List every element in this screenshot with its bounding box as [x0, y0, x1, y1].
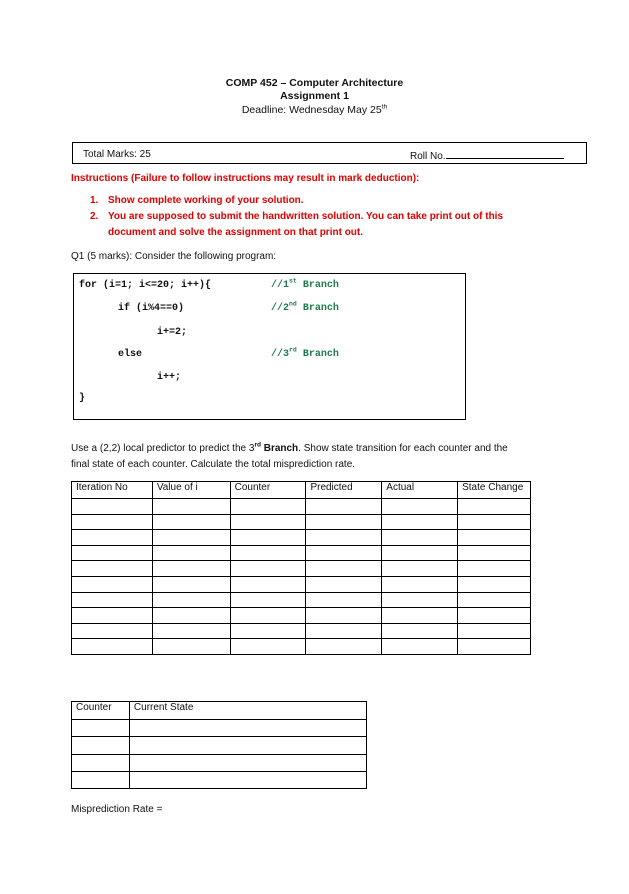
empty-cell[interactable]	[230, 623, 306, 639]
header-cell: Actual	[382, 482, 458, 499]
empty-cell[interactable]	[152, 576, 230, 592]
header-cell: Counter	[230, 482, 306, 499]
question-paragraph-1	[71, 443, 508, 454]
empty-cell[interactable]	[152, 514, 230, 530]
empty-cell[interactable]	[306, 608, 382, 624]
table-row	[72, 576, 531, 592]
table-row	[72, 545, 531, 561]
empty-cell[interactable]	[306, 576, 382, 592]
empty-cell[interactable]	[306, 561, 382, 577]
empty-cell[interactable]	[72, 639, 153, 655]
empty-cell[interactable]	[129, 754, 366, 771]
code-line: }	[79, 393, 86, 404]
empty-cell[interactable]	[152, 499, 230, 515]
empty-cell[interactable]	[152, 545, 230, 561]
table-row	[72, 499, 531, 515]
comment-sup: rd	[289, 346, 297, 354]
empty-cell[interactable]	[458, 576, 531, 592]
empty-cell[interactable]	[306, 545, 382, 561]
empty-cell[interactable]	[72, 771, 130, 788]
empty-cell[interactable]	[230, 499, 306, 515]
table-header-row	[72, 702, 367, 720]
comment-sup: st	[289, 277, 297, 285]
code-line: i+=2;	[157, 327, 188, 338]
empty-cell[interactable]	[129, 771, 366, 788]
marks-box	[72, 142, 587, 164]
deadline	[0, 104, 629, 116]
empty-cell[interactable]	[72, 608, 153, 624]
deadline-sup: th	[381, 103, 388, 111]
empty-cell[interactable]	[382, 530, 458, 546]
total-marks: Total Marks: 25	[83, 149, 151, 160]
code-comment	[271, 277, 339, 291]
empty-cell[interactable]	[306, 639, 382, 655]
empty-cell[interactable]	[306, 499, 382, 515]
empty-cell[interactable]	[230, 514, 306, 530]
header-cell: Iteration No	[72, 482, 153, 499]
empty-cell[interactable]	[72, 530, 153, 546]
question-paragraph-2: final state of each counter. Calculate the total misprediction rate.	[71, 459, 356, 470]
empty-cell[interactable]	[230, 545, 306, 561]
instruction-text: Show complete working of your solution.	[108, 195, 304, 206]
empty-cell[interactable]	[230, 576, 306, 592]
instructions-heading: Instructions (Failure to follow instructions may result in mark deduction):	[71, 173, 420, 184]
comment-post: Branch	[296, 280, 339, 291]
table-row	[72, 639, 531, 655]
instruction-text: You are supposed to submit the handwritten solution. You can take print out of this	[108, 211, 504, 222]
empty-cell[interactable]	[152, 639, 230, 655]
instruction-number: 2.	[90, 211, 99, 222]
comment-sup: nd	[289, 300, 297, 308]
code-line: if (i%4==0)	[118, 303, 185, 314]
empty-cell[interactable]	[72, 576, 153, 592]
assignment-title: Assignment 1	[280, 90, 349, 102]
question-title: Q1 (5 marks): Consider the following program:	[71, 251, 277, 262]
empty-cell[interactable]	[382, 576, 458, 592]
empty-cell[interactable]	[72, 561, 153, 577]
table-row	[72, 561, 531, 577]
empty-cell[interactable]	[306, 530, 382, 546]
empty-cell[interactable]	[458, 499, 531, 515]
code-line: else	[118, 349, 143, 360]
misprediction-rate: Misprediction Rate =	[71, 804, 163, 815]
instructions-list	[90, 195, 530, 245]
empty-cell[interactable]	[72, 737, 130, 754]
empty-cell[interactable]	[306, 592, 382, 608]
empty-cell[interactable]	[72, 754, 130, 771]
table-row	[72, 720, 367, 737]
empty-cell[interactable]	[152, 623, 230, 639]
empty-cell[interactable]	[458, 623, 531, 639]
table-row	[72, 771, 367, 788]
roll-no-field[interactable]	[446, 149, 564, 159]
para-text-post: . Show state transition for each counter and the	[298, 443, 508, 454]
empty-cell[interactable]	[230, 592, 306, 608]
empty-cell[interactable]	[306, 514, 382, 530]
empty-cell[interactable]	[152, 608, 230, 624]
code-comment	[271, 346, 339, 360]
empty-cell[interactable]	[152, 530, 230, 546]
empty-cell[interactable]	[382, 499, 458, 515]
table-header-row	[72, 482, 531, 499]
header-cell: Current State	[129, 702, 366, 720]
empty-cell[interactable]	[72, 720, 130, 737]
empty-cell[interactable]	[458, 639, 531, 655]
empty-cell[interactable]	[382, 623, 458, 639]
empty-cell[interactable]	[306, 623, 382, 639]
comment-post: Branch	[296, 349, 339, 360]
empty-cell[interactable]	[72, 499, 153, 515]
empty-cell[interactable]	[72, 592, 153, 608]
course-title: COMP 452 – Computer Architecture	[225, 77, 404, 89]
empty-cell[interactable]	[72, 514, 153, 530]
empty-cell[interactable]	[129, 720, 366, 737]
comment-pre: //2	[271, 303, 290, 314]
code-box	[73, 273, 466, 420]
table-row	[72, 608, 531, 624]
empty-cell[interactable]	[382, 514, 458, 530]
header-cell: Counter	[72, 702, 130, 720]
table-row	[72, 754, 367, 771]
comment-pre: //1	[271, 280, 290, 291]
counter-state-table	[71, 701, 367, 789]
deadline-text: Deadline: Wednesday May 25	[241, 104, 382, 116]
empty-cell[interactable]	[382, 592, 458, 608]
code-comment	[271, 300, 339, 314]
empty-cell[interactable]	[382, 608, 458, 624]
empty-cell[interactable]	[152, 561, 230, 577]
para-bold: Branch	[260, 443, 299, 454]
code-line: i++;	[157, 372, 182, 383]
table-row	[72, 623, 531, 639]
table-row	[72, 530, 531, 546]
code-line: for (i=1; i<=20; i++){	[79, 280, 212, 291]
empty-cell[interactable]	[230, 530, 306, 546]
roll-no-label: Roll No.	[410, 151, 446, 162]
empty-cell[interactable]	[458, 514, 531, 530]
comment-post: Branch	[296, 303, 339, 314]
instruction-text-cont: document and solve the assignment on that print out.	[108, 227, 364, 238]
empty-cell[interactable]	[458, 530, 531, 546]
table-row	[72, 514, 531, 530]
empty-cell[interactable]	[230, 608, 306, 624]
empty-cell[interactable]	[382, 545, 458, 561]
instruction-number: 1.	[90, 195, 99, 206]
comment-pre: //3	[271, 349, 290, 360]
empty-cell[interactable]	[458, 592, 531, 608]
header-cell: Predicted	[306, 482, 382, 499]
header-cell: Value of i	[152, 482, 230, 499]
roll-no	[410, 149, 564, 162]
empty-cell[interactable]	[72, 545, 153, 561]
prediction-table	[71, 481, 531, 655]
empty-cell[interactable]	[458, 608, 531, 624]
header-cell: State Change	[458, 482, 531, 499]
empty-cell[interactable]	[382, 639, 458, 655]
para-text: Use a (2,2) local predictor to predict the 3	[71, 443, 255, 454]
table-row	[72, 592, 531, 608]
para-sup: rd	[254, 441, 261, 449]
empty-cell[interactable]	[72, 623, 153, 639]
empty-cell[interactable]	[129, 737, 366, 754]
empty-cell[interactable]	[458, 561, 531, 577]
empty-cell[interactable]	[382, 561, 458, 577]
empty-cell[interactable]	[230, 639, 306, 655]
table-row	[72, 737, 367, 754]
empty-cell[interactable]	[458, 545, 531, 561]
empty-cell[interactable]	[152, 592, 230, 608]
empty-cell[interactable]	[230, 561, 306, 577]
